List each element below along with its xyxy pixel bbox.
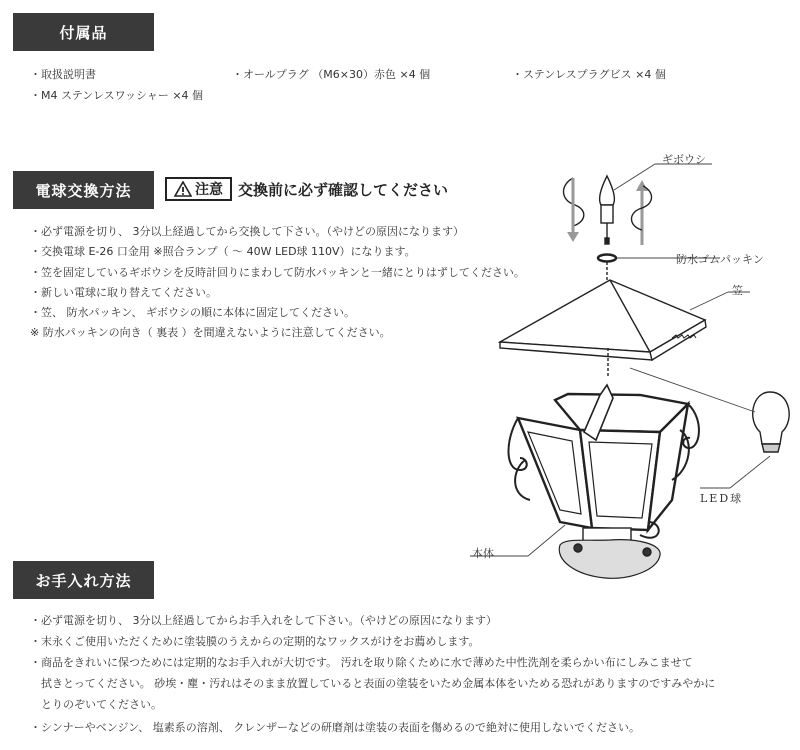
caution-label: 注意: [195, 182, 223, 198]
loosen-arrow-icon: [563, 178, 583, 242]
care-heading: お手入れ方法: [13, 561, 154, 599]
led-label: LED球: [700, 492, 744, 505]
care-line: ・必ず電源を切り、 3分以上経過してからお手入れをして下さい。（やけどの原因になります）: [30, 614, 497, 627]
bulb-heading: 電球交換方法: [13, 171, 154, 209]
care-line: ・商品をきれいに保つためには定期的なお手入れが大切です。 汚れを取り除くために水で薄めた中性洗剤を柔らかい布にしみこませて: [30, 656, 693, 669]
bulb-step: ・笠を固定しているギボウシを反時計回りにまわして防水パッキンと一緒にとりはずしてください。: [30, 266, 525, 279]
finial-part: [600, 176, 615, 244]
accessories-heading: 付属品: [13, 13, 154, 51]
led-bulb-part: [753, 392, 789, 452]
care-line: ・シンナーやベンジン、 塩素系の溶剤、 クレンザーなどの研磨剤は塗装の表面を傷めるので絶対に使用しないでください。: [30, 721, 641, 734]
care-line: 拭きとってください。 砂埃・塵・汚れはそのまま放置していると表面の塗装をいため金属本体をいためる恐れがありますのですみやかに: [30, 677, 716, 690]
finial-label: ギボウシ: [662, 153, 706, 166]
accessory-item: ・M4 ステンレスワッシャー ×4 個: [30, 89, 204, 102]
caution-text: 交換前に必ず確認してください: [238, 181, 449, 199]
accessory-item: ・ステンレスプラグビス ×4 個: [512, 68, 666, 81]
care-line: とりのぞいてください。: [30, 698, 162, 711]
tighten-arrow-icon: [632, 180, 652, 245]
gasket-part: [598, 255, 616, 262]
accessory-item: ・オールプラグ （M6×30）赤色 ×4 個: [232, 68, 431, 81]
accessory-item: ・取扱説明書: [30, 68, 96, 81]
gasket-label: 防水ゴムパッキン: [676, 253, 764, 266]
bulb-step: ※ 防水パッキンの向き（ 裏表 ）を間違えないように注意してください。: [30, 326, 391, 339]
bulb-step: ・必ず電源を切り、 3分以上経過してから交換して下さい。（やけどの原因になります）: [30, 225, 464, 238]
bulb-step: ・笠、 防水パッキン、 ギボウシの順に本体に固定してください。: [30, 306, 356, 319]
body-part: [508, 385, 698, 578]
shade-label: 笠: [732, 284, 743, 297]
bulb-step: ・新しい電球に取り替えてください。: [30, 286, 217, 299]
shade-part: [500, 280, 706, 378]
care-line: ・末永くご使用いただくために塗装膜のうえからの定期的なワックスがけをお薦めします。: [30, 635, 480, 648]
body-label: 本体: [472, 547, 494, 560]
bulb-step: ・交換電球 E-26 口金用 ※照合ランプ（ ～ 40W LED球 110V）になります。: [30, 245, 416, 258]
